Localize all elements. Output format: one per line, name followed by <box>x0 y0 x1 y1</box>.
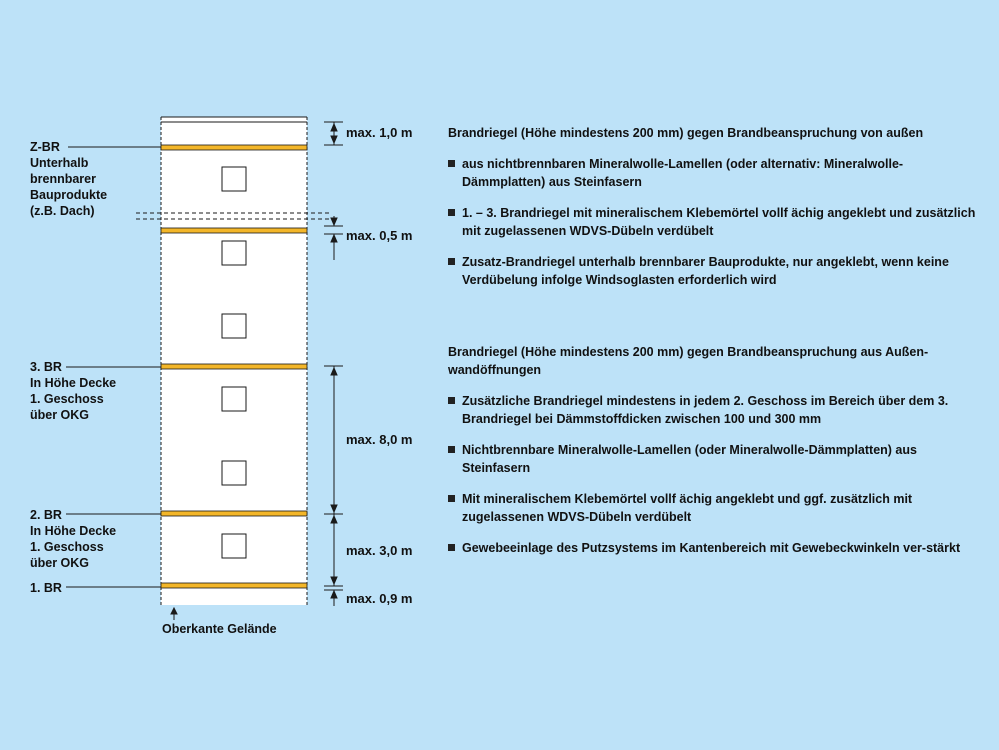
square-bullet-icon <box>448 209 455 216</box>
group-heading: Brandriegel (Höhe mindestens 200 mm) gegen Brandbeanspruchung aus Außen-wandöffnungen <box>448 345 929 377</box>
square-bullet-icon <box>448 258 455 265</box>
label-1-br: 1. BR <box>30 581 62 595</box>
firebreak-2-br <box>161 511 307 516</box>
description-column <box>448 124 978 555</box>
list-item <box>448 539 978 557</box>
list-item <box>448 253 978 289</box>
dimension-line-z <box>324 216 343 260</box>
label-z-br: Z-BR Unterhalb brennbarer Bauprodukte (z.B. Dach) <box>30 140 108 218</box>
description-group-exterior <box>448 124 978 289</box>
bullet-text: Mit mineralischem Klebemörtel vollf ächig angeklebt und ggf. zusätzlich mit zugelassenen WDVS-Dübeln verdübelt <box>462 492 913 524</box>
bullet-text: 1. – 3. Brandriegel mit mineralischem Klebemörtel vollf ächig angeklebt und zusätzlich mit zugelassenen WDVS-Dübeln verdübelt <box>462 206 976 238</box>
firebreak-z-br-lower <box>161 228 307 233</box>
group-heading: Brandriegel (Höhe mindestens 200 mm) gegen Brandbeanspruchung von außen <box>448 126 924 140</box>
square-bullet-icon <box>448 495 455 502</box>
dimension-label-09m: max. 0,9 m <box>346 591 413 606</box>
bullet-list <box>448 392 978 557</box>
bullet-text: Nichtbrennbare Mineralwolle-Lamellen (oder Mineralwolle-Dämmplatten) aus Steinfasern <box>462 443 917 475</box>
dimension-line-09m <box>324 590 343 606</box>
description-group-openings <box>448 343 978 557</box>
firebreak-1-br <box>161 583 307 588</box>
dimension-label-3m: max. 3,0 m <box>346 543 413 558</box>
window-icon <box>222 461 246 485</box>
window-icon <box>222 314 246 338</box>
dimension-label-8m: max. 8,0 m <box>346 432 413 447</box>
bullet-text: Gewebeeinlage des Putzsystems im Kantenbereich mit Gewebeckwinkeln ver-stärkt <box>462 541 961 555</box>
square-bullet-icon <box>448 397 455 404</box>
dimension-label-top: max. 1,0 m <box>346 125 413 140</box>
label-2-br: 2. BR In Höhe Decke 1. Geschoss über OKG <box>30 508 117 570</box>
bullet-text: Zusatz-Brandriegel unterhalb brennbarer Bauprodukte, nur angeklebt, wenn keine Verdübelung infolge Windsoglasten erforderlich wird <box>462 255 949 287</box>
dimension-line-8m <box>324 366 343 514</box>
list-item <box>448 155 978 191</box>
list-item <box>448 490 978 526</box>
firebreak-3-br <box>161 364 307 369</box>
square-bullet-icon <box>448 544 455 551</box>
dimension-label-z: max. 0,5 m <box>346 228 413 243</box>
square-bullet-icon <box>448 446 455 453</box>
ground-level-label: Oberkante Gelände <box>162 622 277 636</box>
window-icon <box>222 387 246 411</box>
window-icon <box>222 241 246 265</box>
window-icon <box>222 534 246 558</box>
label-3-br: 3. BR In Höhe Decke 1. Geschoss über OKG <box>30 360 117 422</box>
window-icon <box>222 167 246 191</box>
list-item <box>448 392 978 428</box>
list-item <box>448 441 978 477</box>
dimension-line-top <box>324 122 343 145</box>
list-item <box>448 204 978 240</box>
dimension-line-3m <box>324 514 343 586</box>
ground-level-arrow <box>171 608 177 620</box>
bullet-text: aus nichtbrennbaren Mineralwolle-Lamellen (oder alternativ: Mineralwolle-Dämmplatten) aus Steinfasern <box>462 157 904 189</box>
square-bullet-icon <box>448 160 455 167</box>
firebreak-z-br <box>161 145 307 150</box>
bullet-list <box>448 155 978 289</box>
bullet-text: Zusätzliche Brandriegel mindestens in jedem 2. Geschoss im Bereich über dem 3. Brandriegel bei Dämmstoffdicken zwischen 100 und 300 mm <box>462 394 949 426</box>
